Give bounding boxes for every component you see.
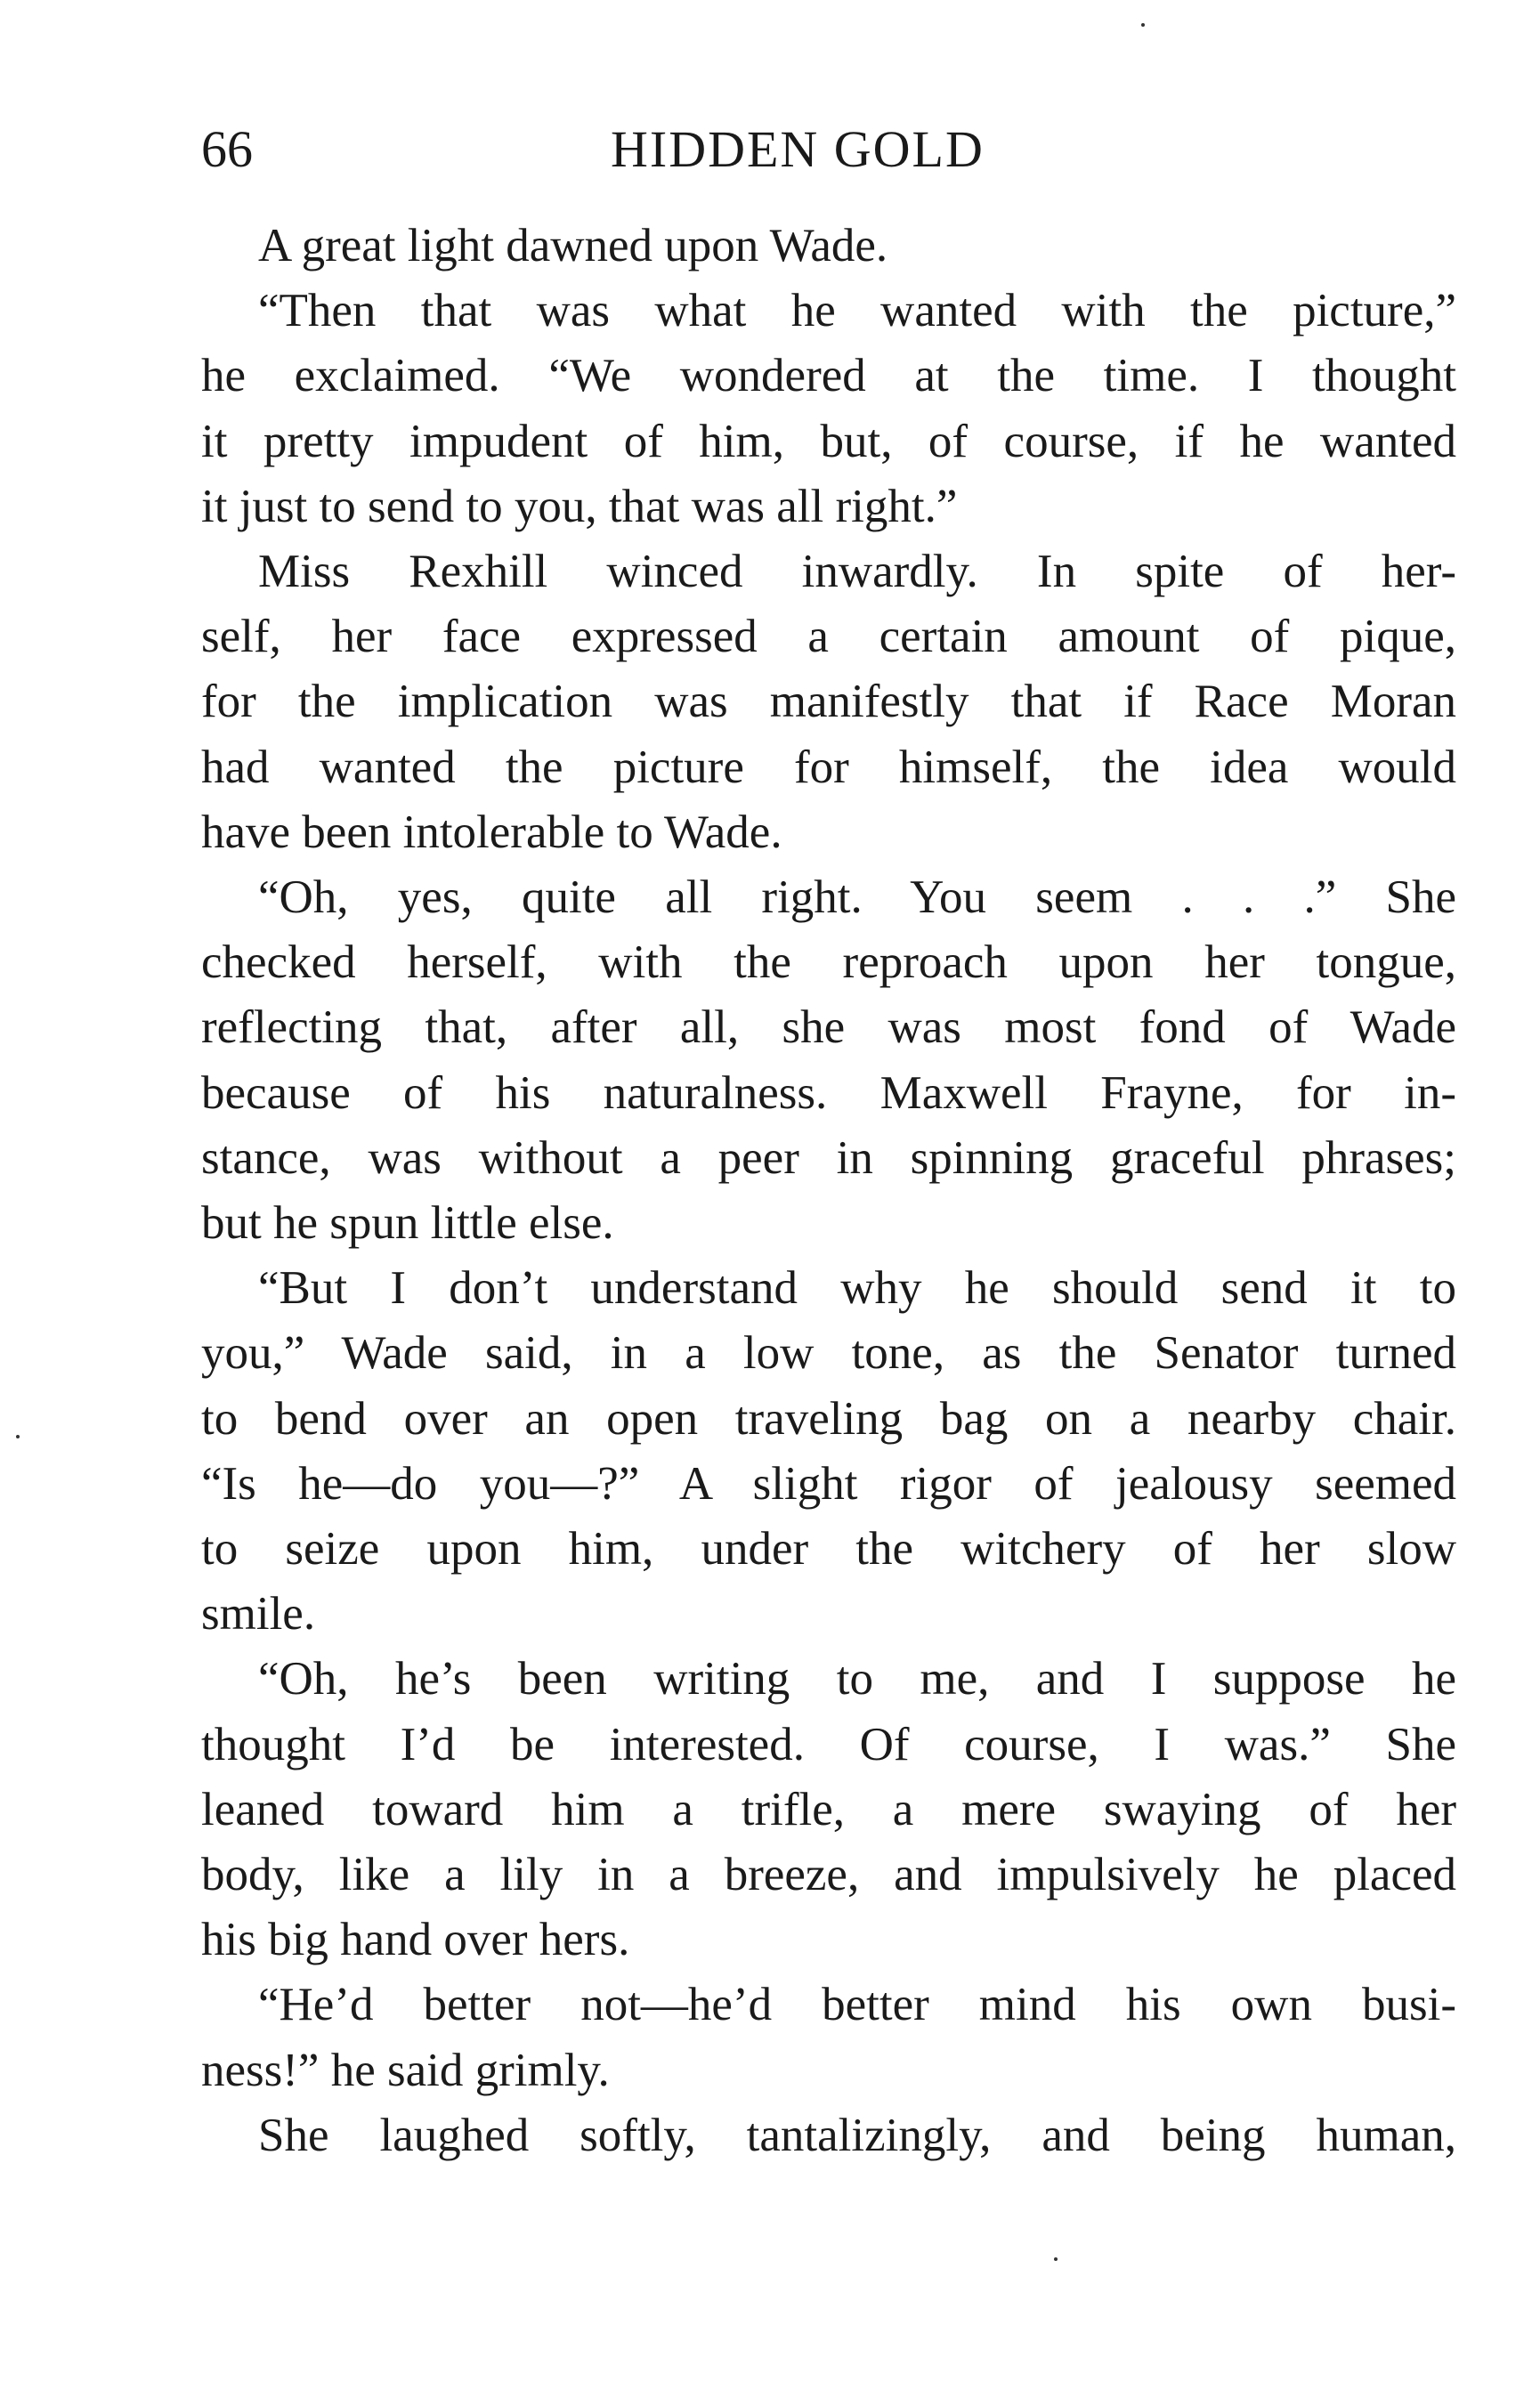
scan-speck [1054,2257,1058,2261]
text-line: “Oh, yes, quite all right. You seem . . .” She [258,871,1456,924]
text-line: “Is he—do you—?” A slight rigor of jealousy seemed [201,1457,1456,1510]
text-line: he exclaimed. “We wondered at the time. I thought [201,350,1456,402]
text-line: leaned toward him a trifle, a mere swaying of her [201,1783,1456,1835]
paragraph [201,1256,1456,1647]
text-line: A great light dawned upon Wade. [258,220,888,271]
text-line: it just to send to you, that was all right.” [201,480,958,532]
paragraph [201,1647,1456,1973]
text-line: Miss Rexhill winced inwardly. In spite of her- [258,546,1456,598]
scan-speck [16,1435,20,1438]
paragraph [201,539,1456,865]
text-line: “Oh, he’s been writing to me, and I suppose he [258,1653,1456,1705]
text-line: but he spun little else. [201,1197,614,1250]
text-line: self, her face expressed a certain amount of pique, [201,611,1456,663]
paragraph [201,279,1456,539]
text-line: “But I don’t understand why he should send it to [258,1262,1456,1315]
text-line: “He’d better not—he’d better mind his own busi- [258,1979,1456,2031]
text-line: smile. [201,1588,316,1641]
text-line: for the implication was manifestly that if Race Moran [201,676,1456,728]
text-line: you,” Wade said, in a low tone, as the Senator turned [201,1327,1456,1380]
text-line: body, like a lily in a breeze, and impulsively he placed [201,1849,1456,1901]
text-line: stance, was without a peer in spinning graceful phrases; [201,1131,1456,1184]
running-title: HIDDEN GOLD [611,120,985,178]
text-line: “Then that was what he wanted with the picture,” [258,285,1456,337]
text-line: it pretty impudent of him, but, of course, if he wanted [201,415,1456,467]
text-line: reflecting that, after all, she was most fond of Wade [201,1001,1456,1054]
paragraph [201,2103,1456,2168]
text-line: because of his naturalness. Maxwell Frayne, for in- [201,1066,1456,1119]
text-line: to seize upon him, under the witchery of her slow [201,1523,1456,1576]
text-line: thought I’d be interested. Of course, I was.” She [201,1718,1456,1770]
text-line: She laughed softly, tantalizingly, and being human, [258,2109,1456,2161]
paragraph [201,214,1456,279]
text-line: checked herself, with the reproach upon her tongue, [201,936,1456,989]
text-line: his big hand over hers. [201,1914,630,1966]
paragraph [201,865,1456,1256]
text-line: had wanted the picture for himself, the idea would [201,741,1456,793]
text-line: to bend over an open traveling bag on a nearby chair. [201,1392,1456,1445]
paragraph [201,1973,1456,2102]
scan-speck [1141,23,1145,27]
text-line: ness!” he said grimly. [201,2044,610,2096]
body-text [201,214,1456,2168]
page-header [201,114,1456,185]
page-number: 66 [201,120,253,178]
text-line: have been intolerable to Wade. [201,806,782,858]
